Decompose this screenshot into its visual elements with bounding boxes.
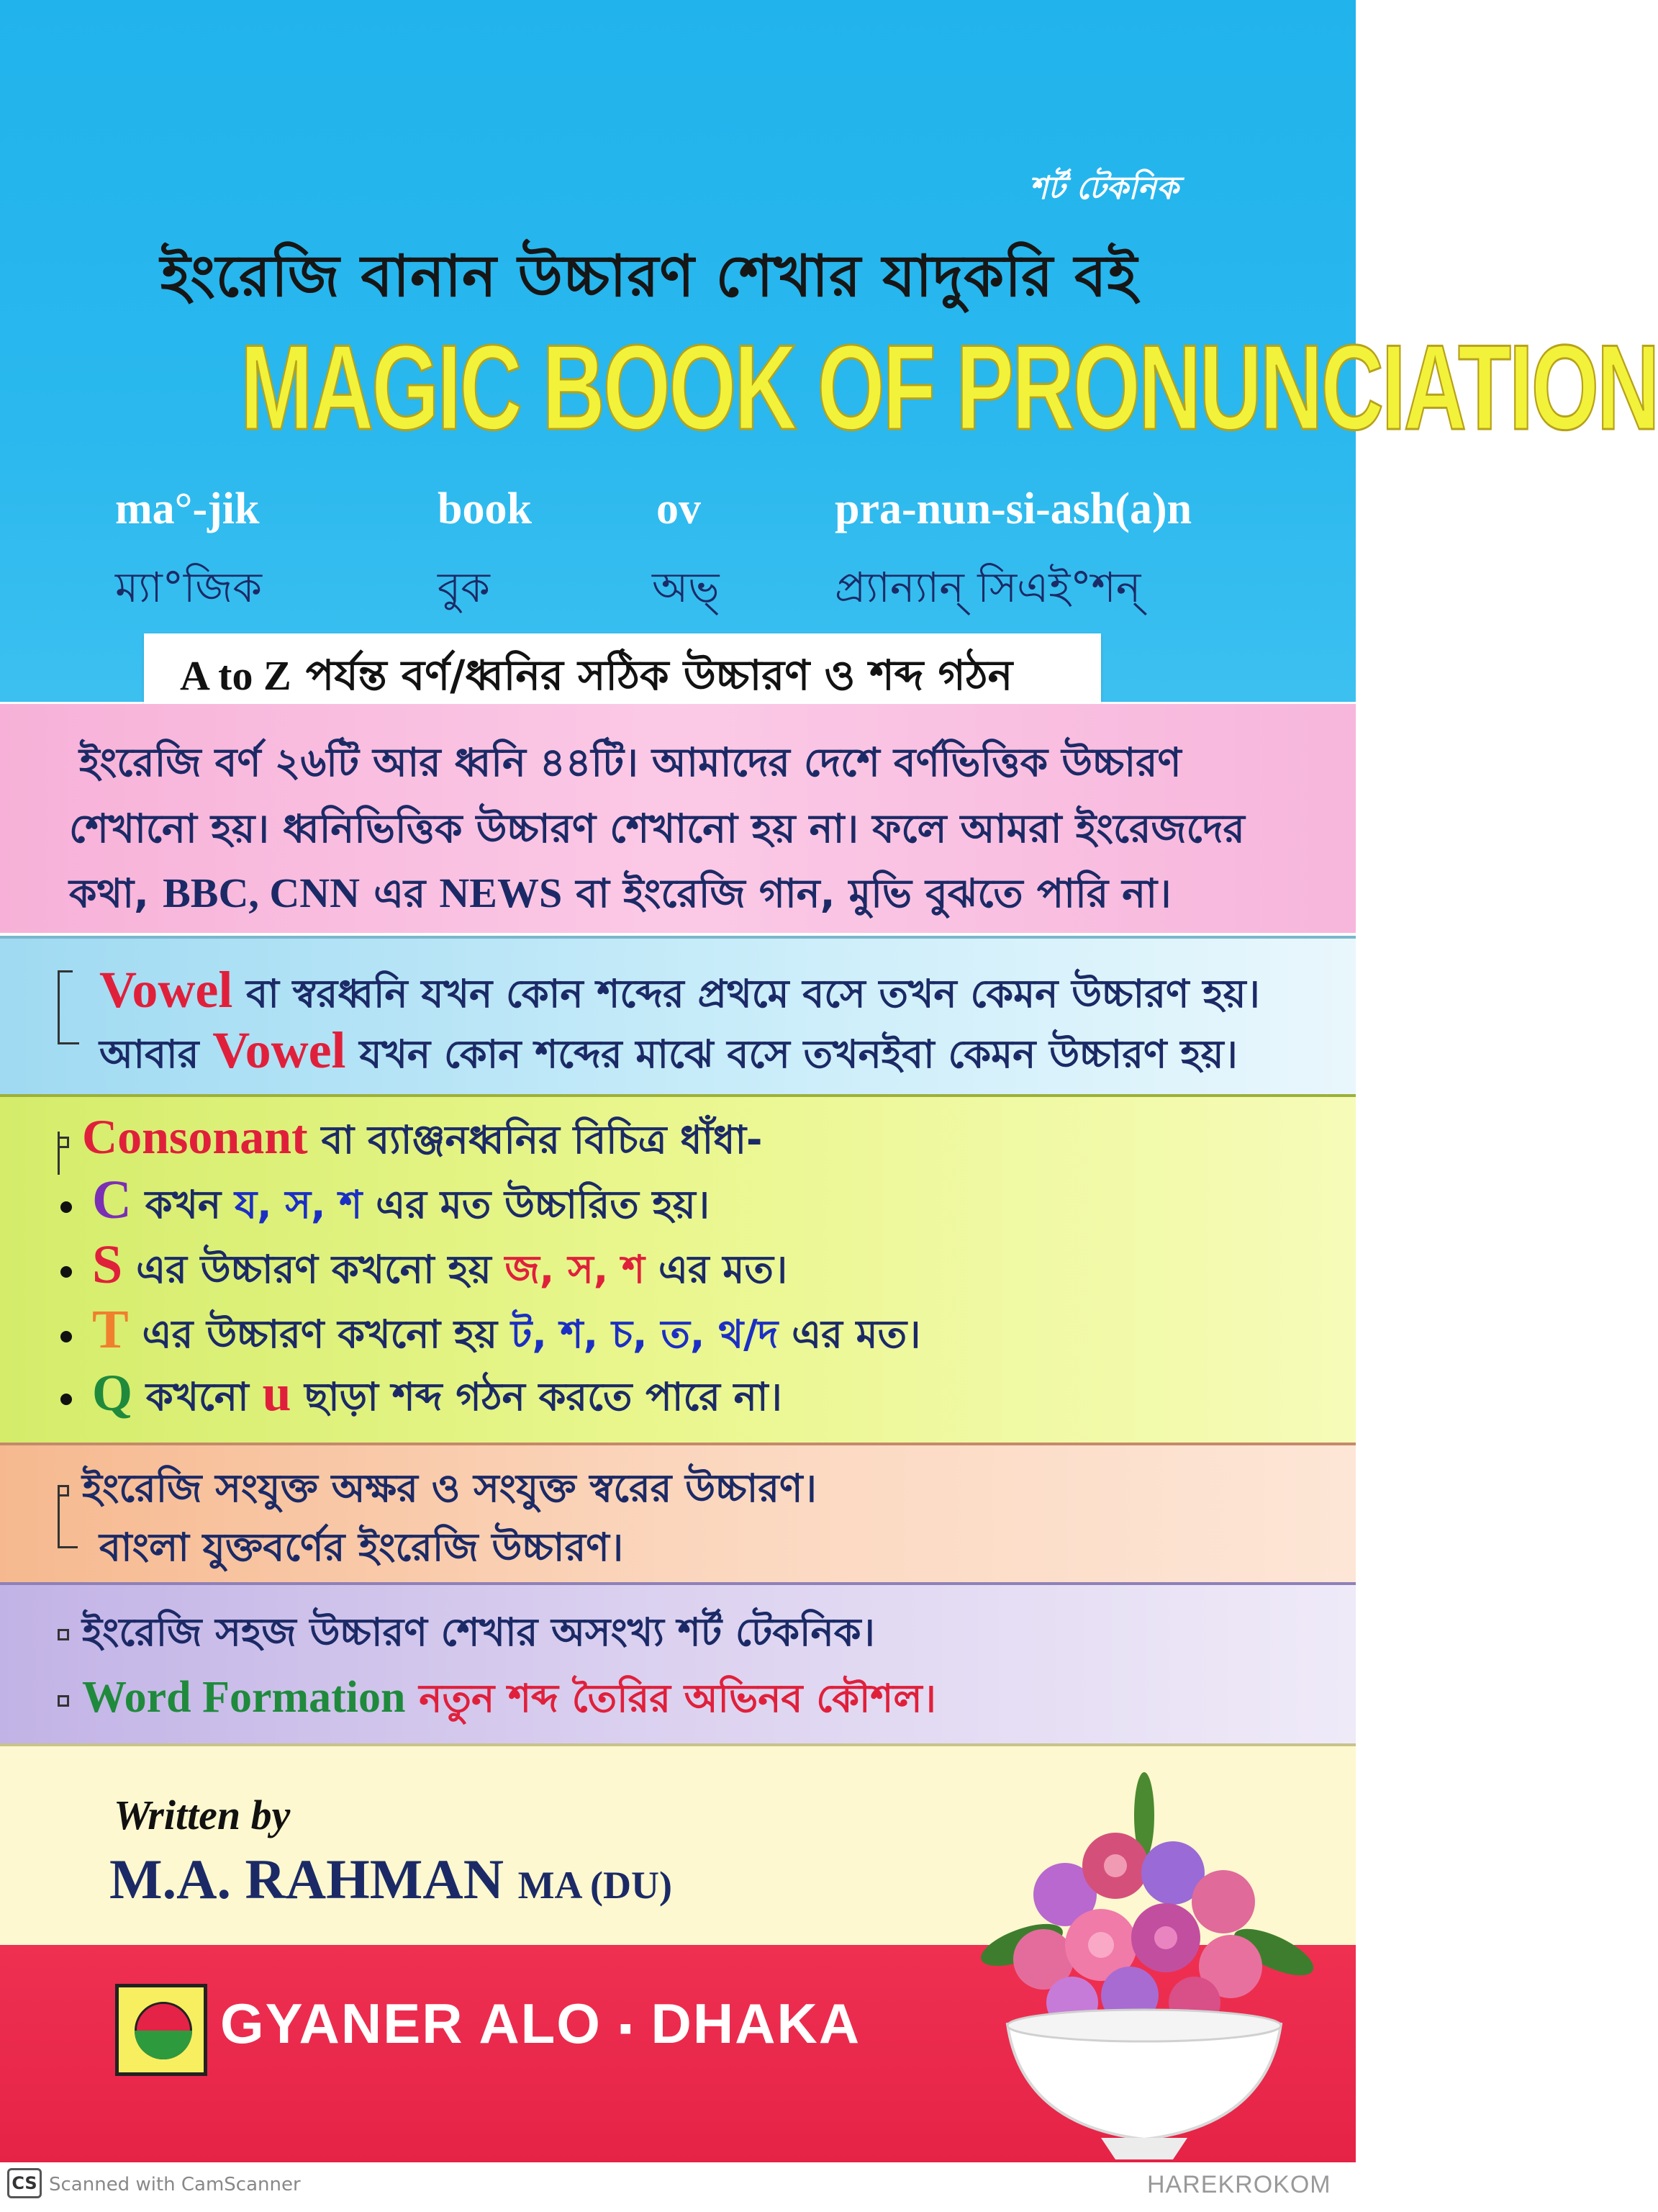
top-right-tag: শর্ট টেকনিক xyxy=(1029,170,1179,207)
subtitle-strip xyxy=(144,633,1101,704)
bangla-phonetic-magic: ম্যা°জিক xyxy=(115,563,262,612)
consonant-q-text: কখনো xyxy=(132,1374,263,1419)
consonant-q-u: u xyxy=(262,1364,291,1422)
intro-news: NEWS xyxy=(439,870,563,916)
bangla-phonetic-book: বুক xyxy=(438,563,490,612)
word-formation-text: নতুন শব্দ তৈরির অভিনব কৌশল। xyxy=(405,1676,936,1721)
subtitle-prefix: A to Z xyxy=(180,652,291,699)
author-name-text: M.A. RAHMAN xyxy=(109,1848,504,1910)
phonetic-of: ov xyxy=(656,484,701,533)
consonant-c-item xyxy=(60,1169,710,1240)
consonant-c-sounds: য, স, শ xyxy=(234,1182,363,1227)
vowel-line-2-text: যখন কোন শব্দের মাঝে বসে তখনইবা কেমন উচ্চারণ হয়। xyxy=(345,1031,1238,1077)
intro-line-1: ইংরেজি বর্ণ ২৬টি আর ধ্বনি ৪৪টি। আমাদের দেশে বর্ণভিত্তিক উচ্চারণ xyxy=(79,739,1182,785)
consonant-c-text: কখন xyxy=(131,1182,235,1227)
intro-bbc-cnn: BBC, CNN xyxy=(163,870,361,916)
consonant-q-end: ছাড়া শব্দ গঠন করতে পারে না। xyxy=(291,1374,782,1419)
author-name xyxy=(109,1847,672,1912)
phonetic-pronunciation: pra-nun-si-ash(a)n xyxy=(835,484,1192,533)
author-degree: MA (DU) xyxy=(517,1864,673,1907)
intro-line-3c: এর xyxy=(360,870,440,916)
technique-line-2 xyxy=(58,1669,936,1733)
vowel-bracket-end xyxy=(58,1042,79,1044)
bullet-icon xyxy=(60,1201,72,1213)
technique-line-1-text: ইংরেজি সহজ উচ্চারণ শেখার অসংখ্য শর্ট টেকনিক। xyxy=(82,1610,875,1655)
consonant-s-item xyxy=(60,1234,787,1304)
consonant-heading xyxy=(58,1109,762,1175)
consonant-heading-text: বা ব্যাঞ্জনধ্বনির বিচিত্র ধাঁধা- xyxy=(307,1117,763,1163)
watermark: HAREKROKOM xyxy=(1147,2171,1331,2198)
consonant-word: Consonant xyxy=(82,1109,308,1164)
consonant-checkbox xyxy=(58,1137,69,1148)
consonant-t-item xyxy=(60,1299,920,1369)
bangla-title: ইংরেজি বানান উচ্চারণ শেখার যাদুকরি বই xyxy=(160,243,1138,310)
consonant-q-letter: Q xyxy=(92,1364,133,1422)
consonant-c-end: এর মত উচ্চারিত হয়। xyxy=(362,1182,710,1227)
vowel-line-2-prefix: আবার xyxy=(99,1031,213,1077)
consonant-t-end: এর মত। xyxy=(778,1312,921,1357)
bangla-phonetic-pronunciation: প্র্যান্যান্ সিএই°শন্ xyxy=(835,563,1141,612)
consonant-c-letter: C xyxy=(92,1170,132,1230)
bullet-icon xyxy=(60,1331,72,1342)
word-formation: Word Formation xyxy=(82,1673,406,1722)
written-by: Written by xyxy=(114,1792,291,1838)
consonant-s-text: এর উচ্চারণ কখনো হয় xyxy=(122,1247,505,1292)
intro-line-3e: বা ইংরেজি গান, মুভি বুঝতে পারি না। xyxy=(562,870,1172,916)
flower-icon xyxy=(1013,1833,1262,2028)
vowel-word-2: Vowel xyxy=(212,1021,346,1079)
publisher-logo-icon xyxy=(115,1984,207,2076)
bullet-icon xyxy=(60,1266,72,1278)
consonant-q-item xyxy=(60,1363,782,1432)
scanner-credit: Scanned with CamScanner xyxy=(49,2174,301,2195)
camscanner-logo-icon xyxy=(7,2168,42,2198)
vowel-word-1: Vowel xyxy=(99,961,233,1019)
consonant-s-end: এর মত। xyxy=(645,1247,788,1292)
intro-line-3a: কথা, xyxy=(69,870,163,916)
vowel-line-2 xyxy=(99,1021,1238,1089)
publisher-separator: ▪ xyxy=(618,2006,634,2050)
flower-bowl-illustration xyxy=(957,1765,1331,2168)
consonant-s-sounds: জ, স, শ xyxy=(504,1247,645,1292)
publisher-name-text: GYANER ALO xyxy=(220,1992,602,2055)
consonant-t-text: এর উচ্চারণ কখনো হয় xyxy=(128,1312,511,1357)
bangla-phonetic-of: অভ্ xyxy=(652,563,720,612)
consonant-s-letter: S xyxy=(92,1234,123,1295)
compound-line-1 xyxy=(58,1458,817,1523)
phonetic-magic: ma°-jik xyxy=(115,484,260,533)
vowel-line-1-text: বা স্বরধ্বনি যখন কোন শব্দের প্রথমে বসে তখন কেমন উচ্চারণ হয়। xyxy=(232,971,1260,1016)
intro-line-2: শেখানো হয়। ধ্বনিভিত্তিক উচ্চারণ শেখানো হয় না। ফলে আমরা ইংরেজদের xyxy=(69,805,1245,852)
publisher-city: DHAKA xyxy=(651,1992,861,2055)
vowel-line-1 xyxy=(99,960,1260,1029)
bullet-icon xyxy=(60,1394,72,1405)
technique-checkbox-2 xyxy=(58,1695,69,1707)
intro-line-3 xyxy=(69,864,1172,929)
publisher-name xyxy=(220,1991,861,2057)
compound-checkbox xyxy=(58,1485,69,1497)
technique-checkbox-1 xyxy=(58,1629,69,1640)
consonant-t-sounds: ট, শ, চ, ত, থ/দ xyxy=(510,1312,779,1357)
vowel-bracket xyxy=(58,970,73,1044)
bowl-icon xyxy=(1007,2010,1281,2159)
technique-line-1 xyxy=(58,1602,875,1667)
compound-line-1-text: ইংরেজি সংযুক্ত অক্ষর ও সংযুক্ত স্বরের উচ্চারণ। xyxy=(82,1466,817,1511)
compound-line-2: বাংলা যুক্তবর্ণের ইংরেজি উচ্চারণ। xyxy=(99,1525,624,1570)
consonant-t-letter: T xyxy=(92,1299,129,1360)
subtitle-text: পর্যন্ত বর্ণ/ধ্বনির সঠিক উচ্চারণ ও শব্দ গঠন xyxy=(305,651,1013,700)
phonetic-book: book xyxy=(438,484,532,533)
compound-bracket-end xyxy=(58,1546,78,1548)
camscanner-logo-text: CS xyxy=(12,2173,37,2193)
main-title: MAGIC BOOK OF PRONUNCIATION xyxy=(240,320,1658,455)
